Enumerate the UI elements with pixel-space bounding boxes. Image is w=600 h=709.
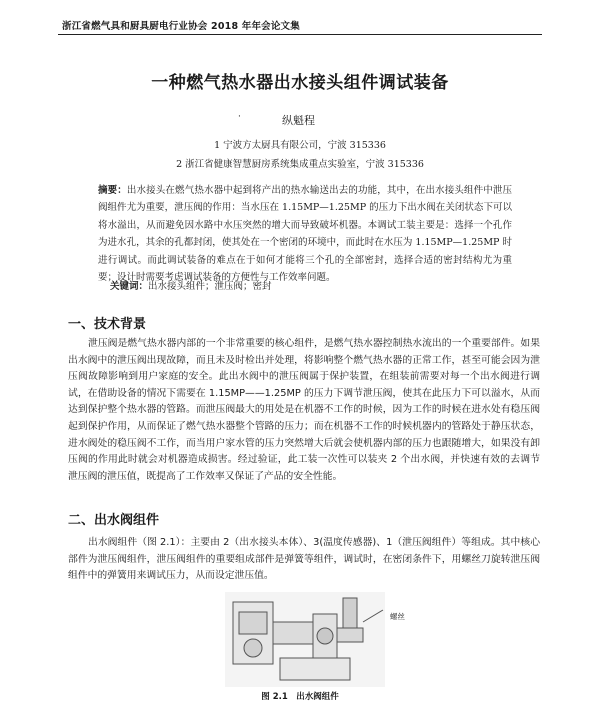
section-body-background: 泄压阀是燃气热水器内部的一个非常重要的核心组件，是燃气热水器控制热水流出的一个重要部件。如果出水阀中的泄压阀出现故障，而且未及时检出并处理，将影响整个燃气热水器的正常工作，甚至可能会因为泄压阀故障影响到用户家庭的安全。此出水阀中的泄压阀属于保护装置，在组装前需要对每一个出水阀进行调试，在借助设备的情况下需要在 1.15MP——1.25MP 的压力下调节泄压阀，使其在此压力下可以溢水，从而达到保护整个热水器的管路。而泄压阀最大的用处是在机器不工作的时候，因为工作的时候在进水处有稳压阀起到保护作用，从而保证了燃气热水器整个管路的压力；而在机器不工作的时候机器内的管路处于静压状态，进水阀处的稳压阀不工作，而当用户家水管的压力突然增大后就会使机器内部的压力也跟随增大，如果没有卸压阀的作用此时就会对机器造成损害。经过验证，此工装一次性可以装夹 2 个出水阀，并快速有效的去调节泄压阀的泄压值，既提高了工作效率又保证了产品的安全性能。 bbox=[68, 338, 540, 482]
valve-assembly-figure bbox=[225, 592, 385, 687]
affiliation-1: 1 宁波方太厨具有限公司，宁波 315336 bbox=[214, 140, 386, 151]
author-name: 纵魁程 bbox=[282, 114, 315, 127]
section-body-valve-assembly: 出水阀组件（图 2.1）：主要由 2（出水接头本体）、3(温度传感器)、1（泄压阀组件）等组成。其中核心部件为泄压阀组件，泄压阀组件的重要组成部件是弹簧等组件，调试时，在密闭条件下，用螺丝刀旋转泄压阀组件中的弹簧用来调试压力，从而设定泄压值。 bbox=[68, 537, 540, 582]
section-heading-valve-assembly: 二、出水阀组件 bbox=[68, 513, 160, 528]
header-divider bbox=[58, 34, 542, 35]
keywords bbox=[110, 278, 272, 292]
author-mark: · bbox=[238, 112, 241, 122]
keywords-text: 出水接头组件；泄压阀；密封 bbox=[148, 281, 272, 292]
affiliation-2: 2 浙江省健康智慧厨房系统集成重点实验室，宁波 315336 bbox=[176, 159, 424, 170]
abstract bbox=[98, 182, 512, 286]
figure-callout-label: 螺丝 bbox=[390, 612, 405, 621]
section-heading-background: 一、技术背景 bbox=[68, 317, 147, 332]
abstract-text: 出水接头在燃气热水器中起到将产出的热水输送出去的功能，其中，在出水接头组件中泄压阀组件尤为重要，泄压阀的作用：当水压在 1.15MP—1.25MP 的压力下出水阀在关闭状态下可以将水溢出，从而避免因水路中水压突然的增大而导致破坏机器。本调试工装主要是：选择一个孔作为进水孔，其余的孔都封闭，使其处在一个密闭的环境中，而此时在水压为 1.15MP—1.25MP 时进行调试。而此调试装备的难点在于如何才能将三个孔的全部密封，选择合适的密封结构尤为重要；设计时需要考虑调试装备的方便性与工作效率问题。 bbox=[98, 185, 512, 284]
running-header: 浙江省燃气具和厨具厨电行业协会 2018 年年会论文集 bbox=[62, 21, 300, 32]
abstract-label: 摘要： bbox=[98, 185, 127, 196]
keywords-label: 关键词： bbox=[110, 281, 149, 292]
figure-caption: 图 2.1 出水阀组件 bbox=[261, 692, 339, 702]
paper-title: 一种燃气热水器出水接头组件调试装备 bbox=[151, 73, 449, 93]
